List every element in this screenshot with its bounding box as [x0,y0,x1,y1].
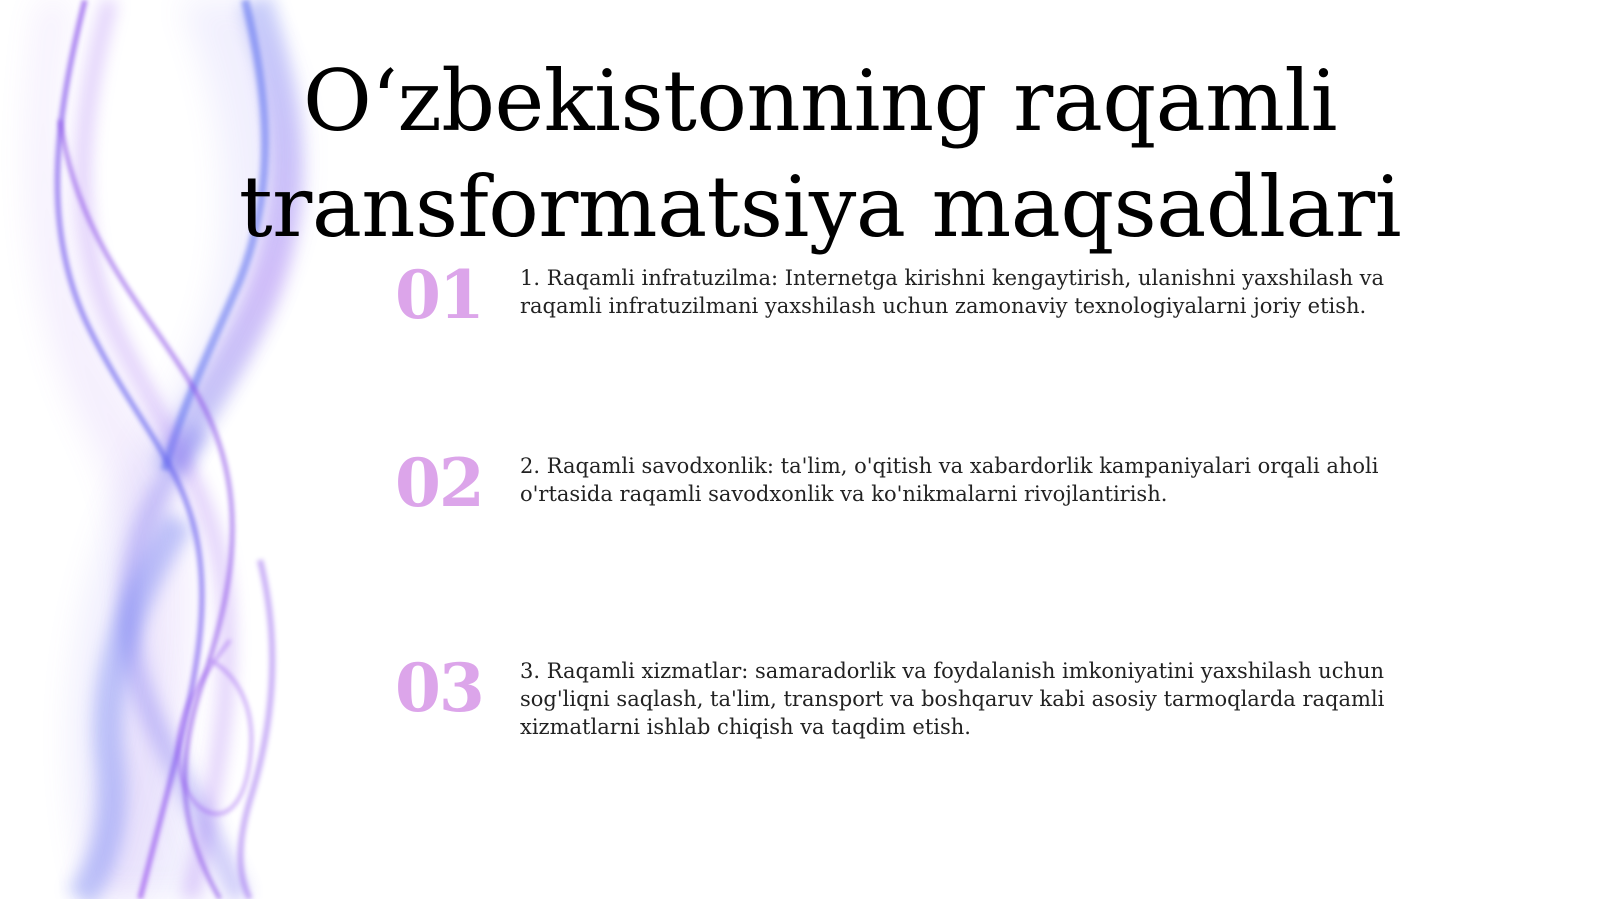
goal-number-2: 02 [395,444,483,522]
goal-number-3: 03 [395,649,483,727]
slide-title: O‘zbekistonning raqamli transformatsiya maqsadlari [238,52,1402,256]
goal-text-1: 1. Raqamli infratuzilma: Internetga kirishni kengaytirish, ulanishni yaxshilash va raqamli infratuzilmani yaxshilash uchun zamonaviy texnologiyalarni joriy etish. [520,266,1385,318]
goal-number-1: 01 [395,256,483,334]
goal-text-2: 2. Raqamli savodxonlik: ta'lim, o'qitish va xabardorlik kampaniyalari orqali aholi o'rtasida raqamli savodxonlik va ko'nikmalarni rivojlantirish. [520,454,1379,506]
goal-text-3: 3. Raqamli xizmatlar: samaradorlik va foydalanish imkoniyatini yaxshilash uchun sog'liqni saqlash, ta'lim, transport va boshqaruv kabi asosiy tarmoqlarda raqamli xizmatlarni ishlab chiqish va taqdim etish. [520,659,1385,739]
